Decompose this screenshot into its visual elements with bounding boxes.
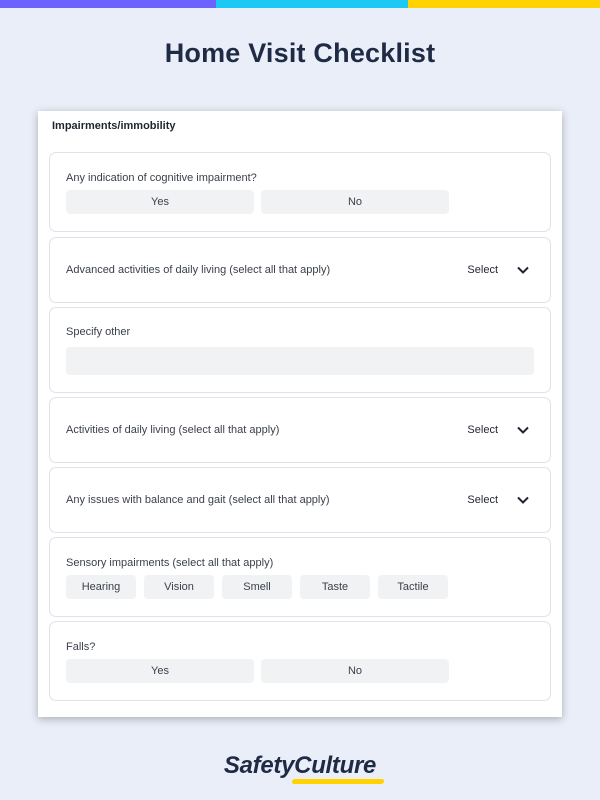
no-button[interactable]: No — [261, 659, 449, 683]
top-bar-purple — [0, 0, 216, 8]
yes-button[interactable]: Yes — [66, 659, 254, 683]
question-label: Any issues with balance and gait (select all that apply) — [66, 494, 330, 506]
option-taste-button[interactable]: Taste — [300, 575, 370, 599]
select-dropdown[interactable] — [467, 263, 530, 277]
section-title: Impairments/immobility — [52, 120, 176, 132]
safetyculture-logo — [0, 752, 600, 780]
select-label: Select — [467, 264, 498, 276]
top-bar-yellow — [408, 0, 600, 8]
question-sensory-impairments — [49, 537, 551, 617]
specify-other-input[interactable] — [66, 347, 534, 375]
option-hearing-button[interactable]: Hearing — [66, 575, 136, 599]
select-dropdown[interactable] — [467, 423, 530, 437]
question-cognitive-impairment — [49, 152, 551, 232]
option-smell-button[interactable]: Smell — [222, 575, 292, 599]
question-balance-gait[interactable] — [49, 467, 551, 533]
question-adl[interactable] — [49, 397, 551, 463]
select-label: Select — [467, 494, 498, 506]
option-vision-button[interactable]: Vision — [144, 575, 214, 599]
question-falls — [49, 621, 551, 701]
select-dropdown[interactable] — [467, 493, 530, 507]
no-button[interactable]: No — [261, 190, 449, 214]
question-label: Specify other — [66, 326, 131, 338]
page-title: Home Visit Checklist — [164, 38, 436, 68]
chevron-down-icon — [516, 493, 530, 507]
question-label: Activities of daily living (select all that apply) — [66, 424, 280, 436]
option-tactile-button[interactable]: Tactile — [378, 575, 448, 599]
yes-button[interactable]: Yes — [66, 190, 254, 214]
select-label: Select — [467, 424, 498, 436]
question-label: Any indication of cognitive impairment? — [66, 172, 257, 184]
chevron-down-icon — [516, 423, 530, 437]
question-advanced-adl[interactable] — [49, 237, 551, 303]
logo-text: SafetyCulture — [223, 752, 377, 779]
top-color-bar — [0, 0, 600, 8]
question-label: Advanced activities of daily living (select all that apply) — [66, 264, 331, 276]
chevron-down-icon — [516, 263, 530, 277]
logo-underline — [291, 779, 384, 784]
question-label: Sensory impairments (select all that apply) — [66, 557, 274, 569]
top-bar-cyan — [216, 0, 408, 8]
question-specify-other — [49, 307, 551, 393]
question-label: Falls? — [66, 641, 96, 653]
checklist-card — [38, 111, 562, 717]
